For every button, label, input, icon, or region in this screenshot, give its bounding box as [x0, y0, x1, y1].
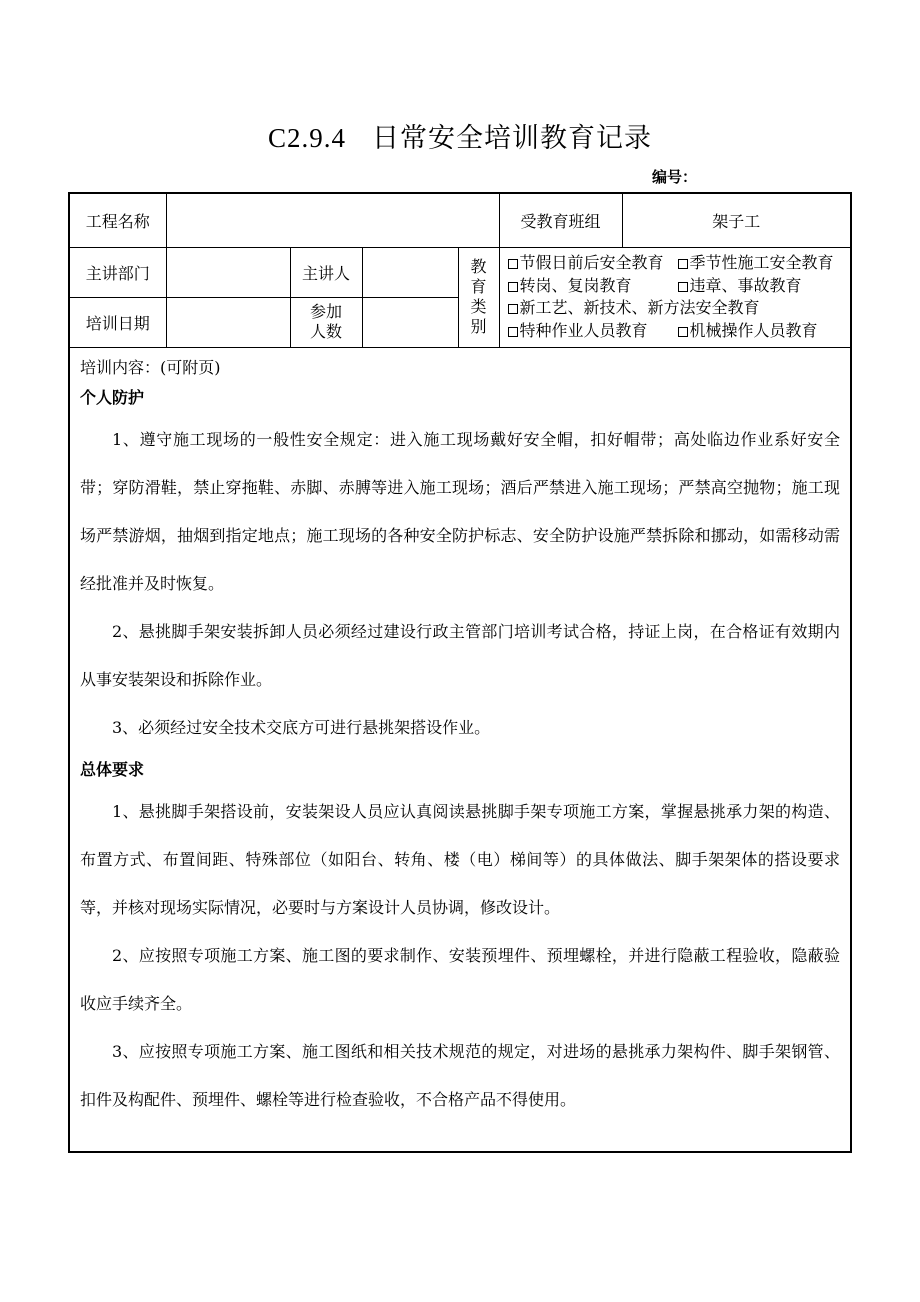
- education-category-options: [499, 247, 851, 347]
- option-label: 新工艺、新技术、新方法安全教育: [519, 298, 760, 317]
- option-seasonal-safety[interactable]: [678, 252, 834, 275]
- category-char: 教: [470, 257, 487, 276]
- checkbox-icon[interactable]: [678, 259, 688, 269]
- department-field[interactable]: [166, 247, 290, 297]
- option-special-operations[interactable]: [508, 320, 678, 343]
- project-name-label: 工程名称: [69, 193, 166, 247]
- training-content-cell: [69, 347, 851, 1152]
- document-code: C2.9.4: [267, 123, 346, 153]
- category-char: 别: [470, 317, 487, 336]
- checkbox-icon[interactable]: [508, 282, 518, 292]
- training-content-header: 培训内容：(可附页): [80, 357, 221, 377]
- attendees-label-line2: 人数: [309, 322, 342, 341]
- paragraph: 3、必须经过安全技术交底方可进行悬挑架搭设作业。: [112, 717, 491, 737]
- option-label: 违章、事故教育: [689, 275, 802, 295]
- speaker-label: 主讲人: [290, 247, 362, 297]
- option-label: 转岗、复岗教育: [519, 275, 632, 295]
- paragraph: 1、遵守施工现场的一般性安全规定：进入施工现场戴好安全帽，扣好帽带；高处临边作业系好安全带；穿防滑鞋，禁止穿拖鞋、赤脚、赤膊等进入施工现场；酒后严禁进入施工现场；严禁高空抛物；施工现场严禁游烟，抽烟到指定地点；施工现场的各种安全防护标志、安全防护设施严禁拆除和挪动，如需移动需经批准并及时恢复。: [80, 429, 840, 593]
- serial-number-label: 编号：: [652, 168, 698, 186]
- document-title-text: 日常安全培训教育记录: [372, 123, 652, 153]
- option-label: 节假日前后安全教育: [519, 253, 664, 272]
- category-char: 育: [470, 277, 487, 296]
- checkbox-icon[interactable]: [508, 259, 518, 269]
- attendees-label: [290, 297, 362, 347]
- option-machine-operators[interactable]: [678, 320, 818, 343]
- checkbox-icon[interactable]: [508, 327, 518, 337]
- team-field[interactable]: 架子工: [622, 193, 851, 247]
- category-char: 类: [470, 297, 487, 316]
- paragraph: 3、应按照专项施工方案、施工图纸和相关技术规范的规定，对进场的悬挑承力架构件、脚手架钢管、扣件及构配件、预埋件、螺栓等进行检查验收，不合格产品不得使用。: [80, 1041, 840, 1109]
- training-date-label: 培训日期: [69, 297, 166, 347]
- option-label: 机械操作人员教育: [689, 320, 818, 340]
- paragraph: 1、悬挑脚手架搭设前，安装架设人员应认真阅读悬挑脚手架专项施工方案，掌握悬挑承力架的构造、布置方式、布置间距、特殊部位（如阳台、转角、楼（电）梯间等）的具体做法、脚手架架体的搭设要求等，并核对现场实际情况，必要时与方案设计人员协调，修改设计。: [80, 801, 840, 917]
- checkbox-icon[interactable]: [678, 327, 688, 337]
- training-date-field[interactable]: [166, 297, 290, 347]
- option-holiday-safety[interactable]: [508, 252, 678, 275]
- option-label: 季节性施工安全教育: [689, 253, 834, 272]
- option-job-transfer[interactable]: [508, 275, 678, 298]
- paragraph: 2、悬挑脚手架安装拆卸人员必须经过建设行政主管部门培训考试合格，持证上岗，在合格证有效期内从事安装架设和拆除作业。: [80, 621, 840, 689]
- option-violation-accident[interactable]: [678, 275, 802, 298]
- option-new-process[interactable]: [508, 297, 760, 320]
- department-label: 主讲部门: [69, 247, 166, 297]
- paragraph: 2、应按照专项施工方案、施工图的要求制作、安装预埋件、预埋螺栓，并进行隐蔽工程验收，隐蔽验收应手续齐全。: [80, 945, 840, 1013]
- document-title: [0, 116, 920, 155]
- education-category-label: [458, 247, 499, 347]
- team-label: 受教育班组: [499, 193, 622, 247]
- checkbox-icon[interactable]: [678, 282, 688, 292]
- project-name-field[interactable]: [166, 193, 499, 247]
- section-title-general-requirements: 总体要求: [80, 759, 145, 779]
- option-label: 特种作业人员教育: [519, 320, 648, 340]
- attendees-field[interactable]: [362, 297, 458, 347]
- attendees-label-line1: 参加: [309, 302, 342, 321]
- training-record-table: [68, 192, 852, 1153]
- speaker-field[interactable]: [362, 247, 458, 297]
- checkbox-icon[interactable]: [508, 304, 518, 314]
- section-title-personal-protection: 个人防护: [80, 387, 145, 407]
